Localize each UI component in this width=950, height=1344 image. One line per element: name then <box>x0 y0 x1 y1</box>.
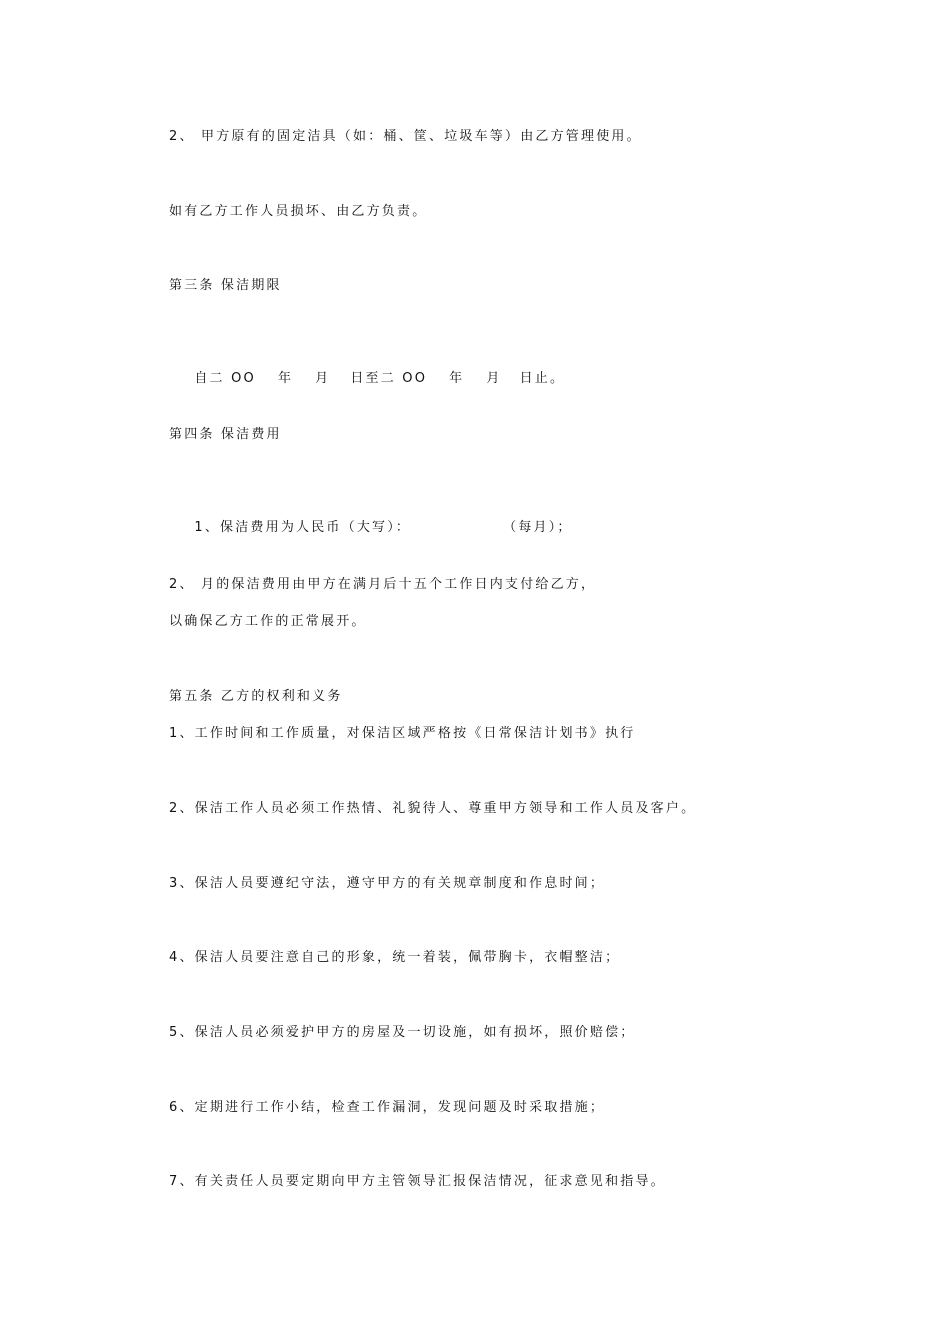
article-3-title: 第三条 保洁期限 <box>169 278 282 293</box>
duty-item: 4、保洁人员要注意自己的形象，统一着装，佩带胸卡，衣帽整洁； <box>169 950 621 965</box>
period-year-1: 年 <box>277 371 294 386</box>
period-day-to: 日至二 OO <box>350 371 428 386</box>
period-month-1: 月 <box>315 371 331 386</box>
duty-item: 2、保洁工作人员必须工作热情、礼貌待人、尊重甲方领导和工作人员及客户。 <box>169 801 697 816</box>
fee-clause-1 <box>169 501 573 555</box>
duty-item: 5、保洁人员必须爱护甲方的房屋及一切设施，如有损坏，照价赔偿； <box>169 1025 636 1040</box>
period-from: 自二 OO <box>194 371 256 386</box>
fee-per-month: （每月）； <box>503 520 573 535</box>
article-4-title: 第四条 保洁费用 <box>169 427 282 442</box>
article-5-title: 第五条 乙方的权利和义务 <box>169 689 343 704</box>
duty-item: 1、工作时间和工作质量，对保洁区域严格按《日常保洁计划书》执行 <box>169 726 636 741</box>
damage-clause: 如有乙方工作人员损坏、由乙方负责。 <box>169 204 428 219</box>
fee-clause-2-line-1: 2、 月的保洁费用由甲方在满月后十五个工作日内支付给乙方， <box>169 577 597 592</box>
period-day-end: 日止。 <box>519 371 566 386</box>
contract-period-line <box>169 352 565 406</box>
duty-item: 6、定期进行工作小结，检查工作漏洞，发现问题及时采取措施； <box>169 1100 606 1115</box>
fee-clause-2-line-2: 以确保乙方工作的正常展开。 <box>169 614 367 629</box>
fee-amount-label: 1、保洁费用为人民币（大写）： <box>194 520 412 535</box>
duty-item: 3、保洁人员要遵纪守法，遵守甲方的有关规章制度和作息时间； <box>169 876 606 891</box>
period-month-2: 月 <box>486 371 502 386</box>
duty-item: 7、有关责任人员要定期向甲方主管领导汇报保洁情况，征求意见和指导。 <box>169 1174 666 1189</box>
period-year-2: 年 <box>449 371 465 386</box>
clause-2-tools: 2、 甲方原有的固定洁具（如：桶、筐、垃圾车等）由乙方管理使用。 <box>169 129 642 144</box>
